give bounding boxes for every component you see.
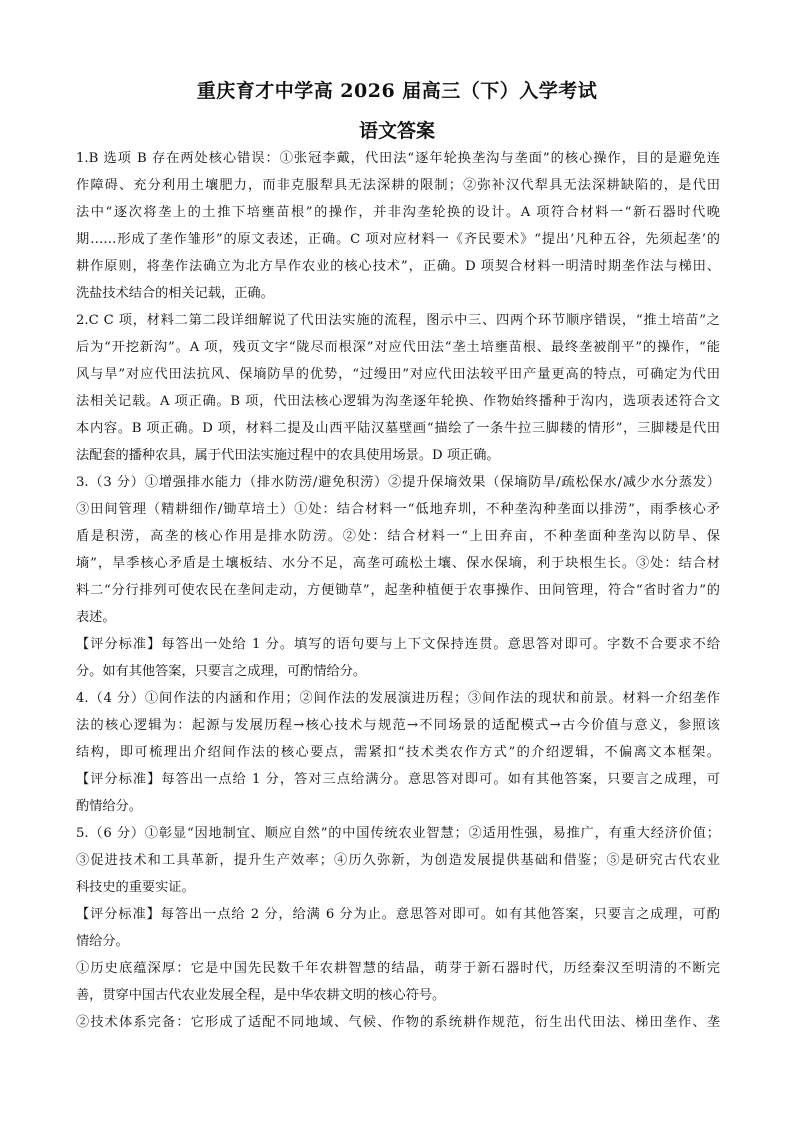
text-line: 期……形成了垄作雏形”的原文表述，正确。C 项对应材料一《齐民要术》“提出‘凡种五谷，先须起垄’的 — [76, 232, 720, 247]
text-line: 耕作原则，将垄作法确立为北方旱作农业的核心技术”，正确。D 项契合材料一明清时期垄作法与梯田、 — [76, 259, 720, 274]
text-line: 后为“开挖新沟”。A 项，残页文字“陇尽而根深”对应代田法“垄土培壅苗根、最终垄被削平”的操作，“能 — [76, 340, 720, 355]
text-line: 善，贯穿中国古代农业发展全程，是中华农耕文明的核心符号。 — [76, 988, 446, 1003]
text-line: 结构，即可梳理出介绍间作法的核心要点，需紧扣“技术类农作方式”的介绍逻辑，不偏离文本框架。 — [76, 745, 720, 760]
text-line: 法相关记载。A 项正确。B 项，代田法核心逻辑为沟垄逐年轮换、作物始终播种于沟内，选项表述符合文 — [76, 394, 720, 409]
text-line: 表述。 — [76, 610, 116, 625]
text-line: ②技术体系完备：它形成了适配不同地域、气候、作物的系统耕作规范，衍生出代田法、梯田垄作、垄 — [76, 1015, 720, 1030]
text-line: ①历史底蕴深厚：它是中国先民数千年农耕智慧的结晶，萌芽于新石器时代，历经秦汉至明清的不断完 — [76, 961, 720, 976]
text-line: 料二“分行排列可使农民在垄间走动，方便锄草”，起垄种植便于农事操作、田间管理，符合“省时省力”的 — [76, 583, 720, 598]
text-line: 盾是积涝，高垄的核心作用是排水防涝。②处：结合材料一“上田弃亩，不种垄面种垄沟以防旱、保 — [76, 529, 720, 544]
text-line: 【评分标准】每答出一处给 1 分。填写的语句要与上下文保持连贯。意思答对即可。字数不合要求不给 — [76, 637, 720, 652]
text-line: 【评分标准】每答出一点给 2 分，给满 6 分为止。意思答对即可。如有其他答案，只要言之成理，可酌 — [76, 907, 720, 922]
text-line: 酌情给分。 — [76, 799, 142, 814]
text-line: 本内容。B 项正确。D 项，材料二提及山西平陆汉墓壁画“描绘了一条牛拉三脚耧的情形”，三脚耧是代田 — [76, 421, 720, 436]
text-line: 科技史的重要实证。 — [76, 880, 195, 895]
text-line: ③田间管理（精耕细作/锄草培土）①处：结合材料一“低地弃圳，不种垄沟种垄面以排涝”，雨季核心矛 — [76, 502, 720, 517]
text-line: 墒”，旱季核心矛盾是土壤板结、水分不足，高垄可疏松土壤、保水保墒，利于块根生长。③处：结合材 — [76, 556, 720, 571]
text-line: 风与旱”对应代田法抗风、保墒防旱的优势，“过缦田”对应代田法较平田产量更高的特点，可确定为代田 — [76, 367, 720, 382]
text-line: 法配套的播种农具，属于代田法实施过程中的农具使用场景。D 项正确。 — [76, 448, 500, 463]
text-line: 【评分标准】每答出一点给 1 分，答对三点给满分。意思答对即可。如有其他答案，只要言之成理，可 — [76, 772, 720, 787]
page-title: 重庆育才中学高 2026 届高三（下）入学考试 — [196, 80, 598, 102]
text-line: 洗盐技术结合的相关记载，正确。 — [76, 286, 274, 301]
text-line: 1.B 选项 B 存在两处核心错误：①张冠李戴，代田法“逐年轮换垄沟与垄面”的核心操作，目的是避免连 — [76, 151, 720, 166]
text-line: 分。如有其他答案，只要言之成理，可酌情给分。 — [76, 664, 367, 679]
text-line: 3.（3 分）①增强排水能力（排水防涝/避免积涝）②提升保墒效果（保墒防旱/疏松保水/减少水分蒸发） — [76, 475, 720, 490]
page-subtitle: 语文答案 — [358, 120, 435, 142]
text-line: 法的核心逻辑为：起源与发展历程→核心技术与规范→不同场景的适配模式→古今价值与意义，参照该 — [76, 718, 720, 733]
text-line: 作障碍、充分利用土壤肥力，而非克服犁具无法深耕的限制；②弥补汉代犁具无法深耕缺陷的，是代田 — [76, 178, 720, 193]
text-line: 2.C C 项，材料二第二段详细解说了代田法实施的流程，图示中三、四两个环节顺序错误，“推土培苗”之 — [76, 313, 720, 328]
text-line: 情给分。 — [76, 934, 129, 949]
text-line: 4.（4 分）①间作法的内涵和作用；②间作法的发展演进历程；③间作法的现状和前景。材料一介绍垄作 — [76, 691, 720, 706]
text-line: 5.（6 分）①彰显“因地制宜、顺应自然”的中国传统农业智慧；②适用性强，易推广，有重大经济价值； — [76, 826, 720, 841]
text-line: ③促进技术和工具革新，提升生产效率；④历久弥新，为创造发展提供基础和借鉴；⑤是研究古代农业 — [76, 853, 720, 868]
text-line: 法中“逐次将垄上的土推下培壅苗根”的操作，并非沟垄轮换的设计。A 项符合材料一“新石器时代晚 — [76, 205, 720, 220]
